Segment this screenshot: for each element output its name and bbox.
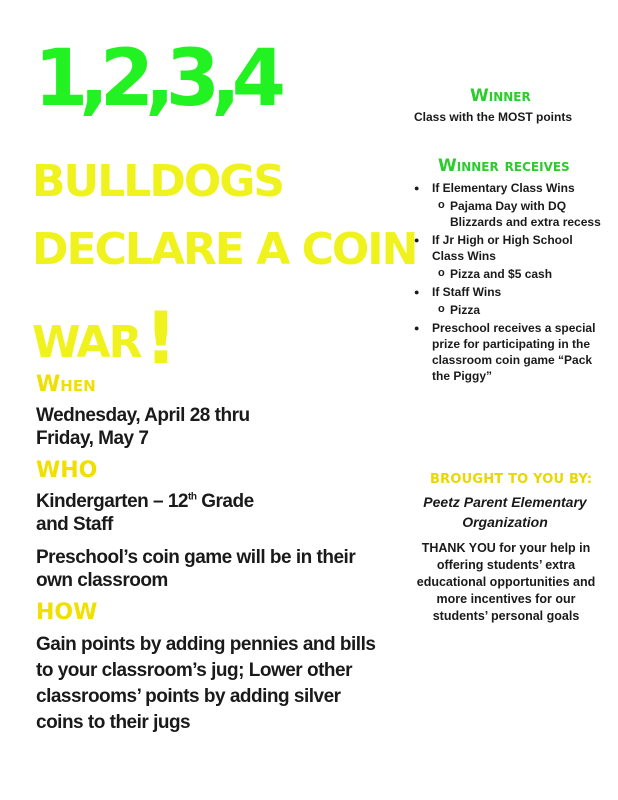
- who-grades-suffix: Grade: [196, 491, 254, 512]
- when-heading: When: [36, 372, 96, 397]
- who-grades: [36, 490, 336, 513]
- thank-you-text: THANK YOU for your help in offering students’ extra educational opportunities and more incentives for our students’ personal goals: [416, 541, 596, 623]
- headline-war: WAR: [32, 317, 141, 368]
- who-text: [36, 490, 336, 536]
- who-heading: WHO: [36, 458, 98, 483]
- brought-to-you-heading: BROUGHT TO YOU BY:: [430, 472, 593, 487]
- prize-item: ● Preschool receives a special prize for participating in the classroom coin game “Pack the Piggy”: [414, 320, 604, 384]
- when-dates: [36, 404, 336, 450]
- who-grades-prefix: Kindergarten – 12: [36, 491, 188, 512]
- prize-item: ● If Elementary Class Wins: [414, 180, 604, 196]
- headline-exclamation: !: [144, 296, 176, 380]
- preschool-note: Preschool’s coin game will be in their own classroom: [36, 547, 356, 591]
- how-heading: HOW: [36, 600, 98, 625]
- who-grades-sup: th: [188, 491, 197, 503]
- prize-item: ● If Jr High or High School Class Wins: [414, 232, 604, 264]
- prize-list: [414, 180, 604, 386]
- winner-receives-heading: Winner receives: [438, 156, 570, 176]
- prize-item: ● If Staff Wins: [414, 284, 604, 300]
- how-text: Gain points by adding pennies and bills to your classroom’s jug; Lower other classrooms’ points by adding silver coins to their jugs: [36, 634, 376, 733]
- when-end: Friday, May 7: [36, 428, 149, 449]
- title-numbers: 1,2,3,4: [34, 34, 277, 124]
- prize-subitem: o Pizza: [414, 302, 604, 318]
- headline-line-1: BULLDOGS: [32, 156, 284, 207]
- winner-description: Class with the MOST points: [414, 110, 573, 124]
- organization-name: Peetz Parent Elementary Organization: [423, 494, 587, 530]
- who-staff: and Staff: [36, 514, 113, 535]
- prize-subitem: o Pajama Day with DQ Blizzards and extra recess: [414, 198, 604, 230]
- when-start: Wednesday, April 28 thru: [36, 405, 250, 426]
- prize-subitem: o Pizza and $5 cash: [414, 266, 604, 282]
- headline-line-2: DECLARE A COIN: [32, 224, 417, 275]
- winner-heading: Winner: [470, 86, 531, 106]
- headline-line-3: [32, 296, 176, 380]
